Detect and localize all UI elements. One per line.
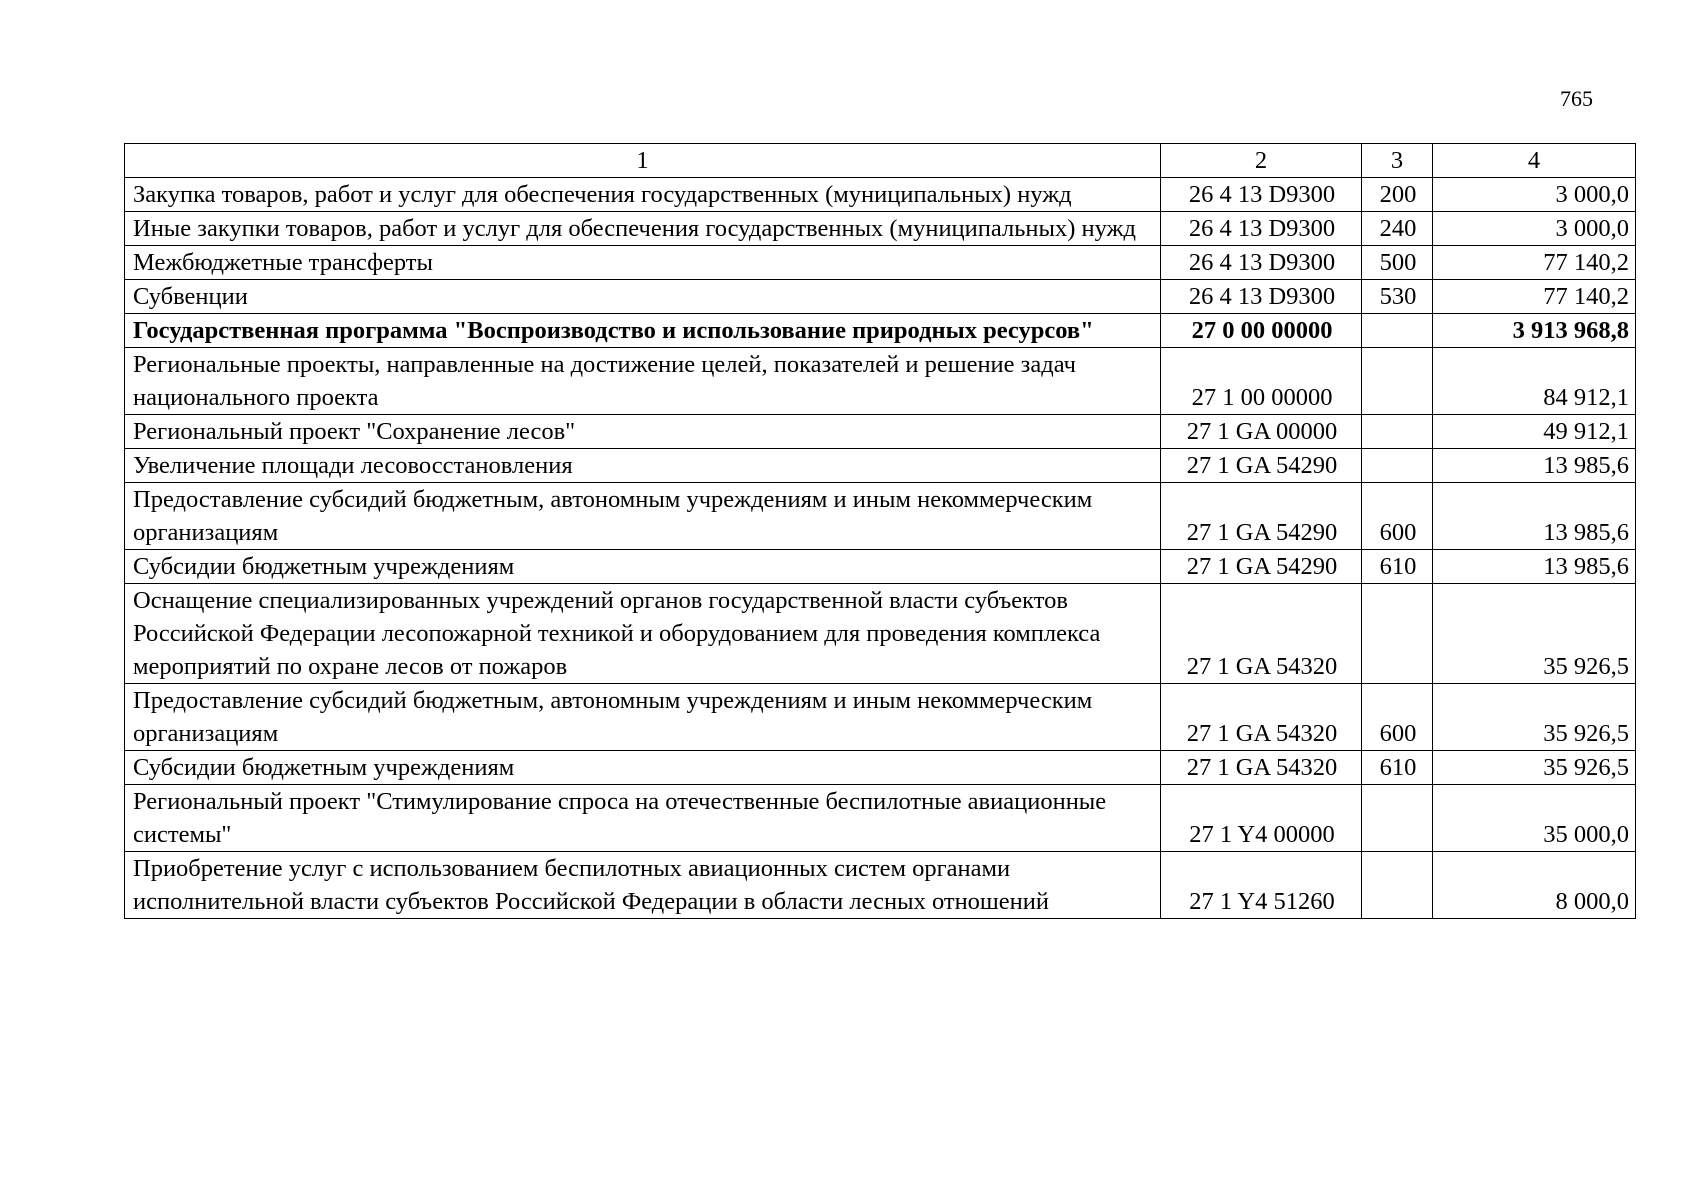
row-code-cell: 27 1 GA 54290 (1161, 483, 1362, 550)
header-col-3: 3 (1362, 144, 1433, 178)
row-amount-cell: 8 000,0 (1433, 852, 1636, 919)
row-name-cell: Иные закупки товаров, работ и услуг для обеспечения государственных (муниципальных) нужд (125, 212, 1161, 246)
row-type-cell: 610 (1362, 550, 1433, 584)
row-code-cell: 27 1 Y4 51260 (1161, 852, 1362, 919)
table-row (125, 280, 1636, 314)
row-amount-cell: 3 913 968,8 (1433, 314, 1636, 348)
row-name-cell: Региональный проект "Стимулирование спроса на отечественные беспилотные авиационные системы" (125, 785, 1161, 852)
row-code-cell: 26 4 13 D9300 (1161, 178, 1362, 212)
row-name-cell: Предоставление субсидий бюджетным, автономным учреждениям и иным некоммерческим организациям (125, 483, 1161, 550)
row-name-cell: Закупка товаров, работ и услуг для обеспечения государственных (муниципальных) нужд (125, 178, 1161, 212)
row-name-cell: Межбюджетные трансферты (125, 246, 1161, 280)
table-body (125, 144, 1636, 919)
row-type-cell: 530 (1362, 280, 1433, 314)
table-row (125, 550, 1636, 584)
row-type-cell: 200 (1362, 178, 1433, 212)
row-amount-cell: 35 926,5 (1433, 584, 1636, 684)
row-name-cell: Увеличение площади лесовосстановления (125, 449, 1161, 483)
row-name-cell: Субсидии бюджетным учреждениям (125, 550, 1161, 584)
table-row (125, 751, 1636, 785)
row-type-cell: 610 (1362, 751, 1433, 785)
row-type-cell (1362, 449, 1433, 483)
row-amount-cell: 35 000,0 (1433, 785, 1636, 852)
row-name-cell: Предоставление субсидий бюджетным, автономным учреждениям и иным некоммерческим организациям (125, 684, 1161, 751)
row-type-cell: 240 (1362, 212, 1433, 246)
row-code-cell: 27 1 GA 54320 (1161, 684, 1362, 751)
row-amount-cell: 3 000,0 (1433, 212, 1636, 246)
table-row (125, 584, 1636, 684)
row-code-cell: 27 1 GA 54290 (1161, 449, 1362, 483)
row-amount-cell: 77 140,2 (1433, 280, 1636, 314)
budget-table (124, 143, 1636, 919)
row-name-cell: Региональные проекты, направленные на достижение целей, показателей и решение задач национального проекта (125, 348, 1161, 415)
row-type-cell (1362, 314, 1433, 348)
row-code-cell: 27 1 GA 54320 (1161, 751, 1362, 785)
row-amount-cell: 3 000,0 (1433, 178, 1636, 212)
row-code-cell: 27 0 00 00000 (1161, 314, 1362, 348)
row-name-cell: Субвенции (125, 280, 1161, 314)
table-row (125, 212, 1636, 246)
table-row (125, 246, 1636, 280)
table-row (125, 415, 1636, 449)
row-type-cell: 500 (1362, 246, 1433, 280)
table-row (125, 684, 1636, 751)
row-type-cell (1362, 785, 1433, 852)
row-type-cell (1362, 348, 1433, 415)
row-amount-cell: 35 926,5 (1433, 684, 1636, 751)
row-name-cell: Государственная программа "Воспроизводство и использование природных ресурсов" (125, 314, 1161, 348)
row-name-cell: Региональный проект "Сохранение лесов" (125, 415, 1161, 449)
row-code-cell: 27 1 GA 54290 (1161, 550, 1362, 584)
table-row (125, 449, 1636, 483)
row-amount-cell: 84 912,1 (1433, 348, 1636, 415)
row-amount-cell: 35 926,5 (1433, 751, 1636, 785)
row-amount-cell: 13 985,6 (1433, 483, 1636, 550)
row-amount-cell: 49 912,1 (1433, 415, 1636, 449)
row-type-cell (1362, 852, 1433, 919)
row-name-cell: Приобретение услуг с использованием беспилотных авиационных систем органами исполнительной власти субъектов Российской Федерации в области лесных отношений (125, 852, 1161, 919)
row-code-cell: 26 4 13 D9300 (1161, 280, 1362, 314)
row-code-cell: 26 4 13 D9300 (1161, 212, 1362, 246)
row-name-cell: Субсидии бюджетным учреждениям (125, 751, 1161, 785)
row-type-cell (1362, 415, 1433, 449)
table-row (125, 785, 1636, 852)
table-row (125, 314, 1636, 348)
row-code-cell: 27 1 00 00000 (1161, 348, 1362, 415)
table-header-row (125, 144, 1636, 178)
row-type-cell: 600 (1362, 684, 1433, 751)
table-row (125, 852, 1636, 919)
header-col-4: 4 (1433, 144, 1636, 178)
row-name-cell: Оснащение специализированных учреждений органов государственной власти субъектов Российской Федерации лесопожарной техникой и оборудованием для проведения комплекса мероприятий по охране лесов от пожаров (125, 584, 1161, 684)
table-row (125, 348, 1636, 415)
row-amount-cell: 13 985,6 (1433, 550, 1636, 584)
row-code-cell: 27 1 GA 54320 (1161, 584, 1362, 684)
row-amount-cell: 77 140,2 (1433, 246, 1636, 280)
row-code-cell: 27 1 Y4 00000 (1161, 785, 1362, 852)
header-col-1: 1 (125, 144, 1161, 178)
table-row (125, 178, 1636, 212)
page-number: 765 (1560, 86, 1593, 111)
row-type-cell (1362, 584, 1433, 684)
row-type-cell: 600 (1362, 483, 1433, 550)
row-amount-cell: 13 985,6 (1433, 449, 1636, 483)
row-code-cell: 26 4 13 D9300 (1161, 246, 1362, 280)
row-code-cell: 27 1 GA 00000 (1161, 415, 1362, 449)
header-col-2: 2 (1161, 144, 1362, 178)
table-row (125, 483, 1636, 550)
